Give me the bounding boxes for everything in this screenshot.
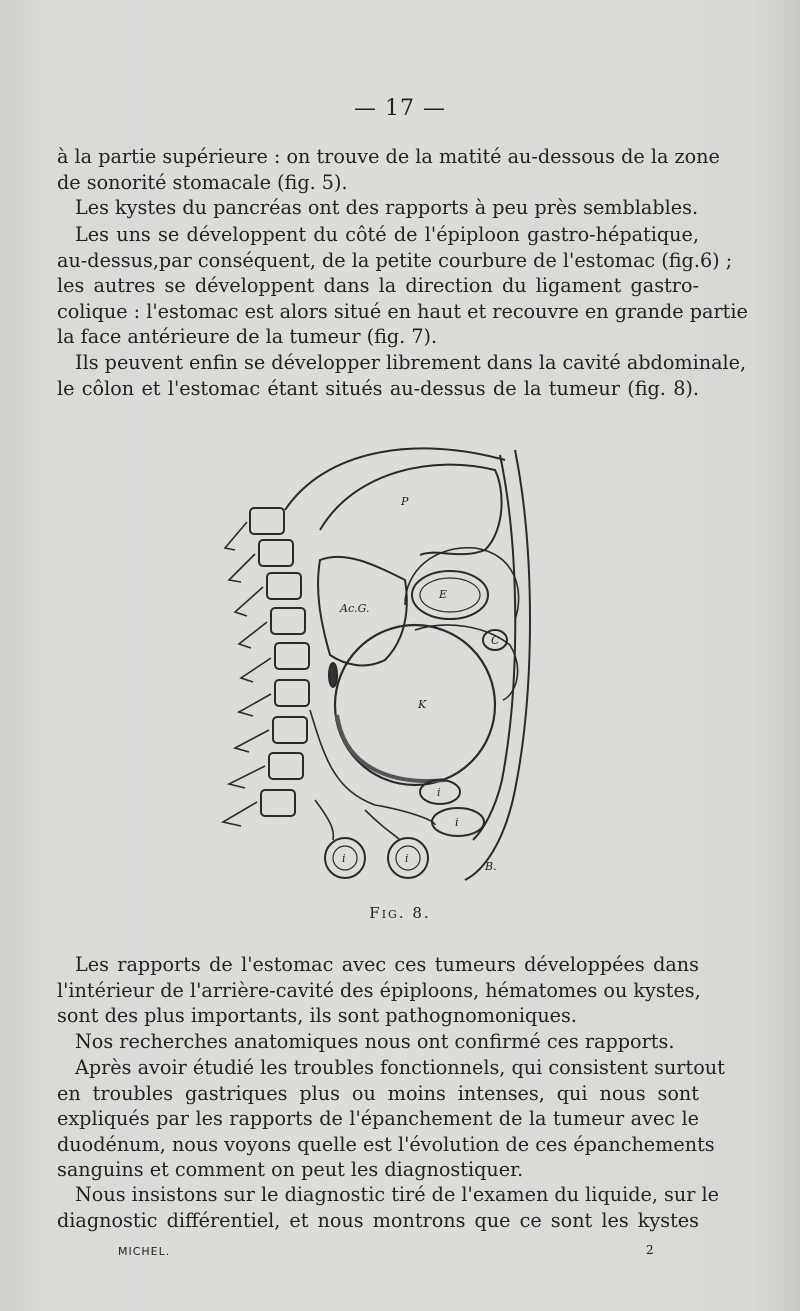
text-line: Après avoir étudié les troubles fonctionnels, qui consistent surtout	[75, 1056, 725, 1079]
label-cyst: K	[418, 698, 427, 711]
text-line: diagnostic différentiel, et nous montrons que ce sont les kystes	[57, 1208, 699, 1232]
paragraph-1	[57, 144, 720, 195]
abdominal-wall-inner	[473, 455, 515, 840]
label-peritoneum: P	[401, 495, 409, 508]
paragraph-4	[57, 350, 747, 401]
footer-author: MICHEL.	[118, 1245, 171, 1258]
text-line: à la partie supérieure : on trouve de la matité au-dessous de la zone	[57, 145, 720, 168]
text-line: sont des plus importants, ils sont pathognomoniques.	[57, 1004, 577, 1028]
text-line: Nos recherches anatomiques nous ont confirmé ces rapports.	[75, 1030, 675, 1053]
text-line: l'intérieur de l'arrière-cavité des épiploons, hématomes ou kystes,	[57, 978, 701, 1002]
text-line: Les rapports de l'estomac avec ces tumeurs développées dans	[75, 953, 699, 976]
paragraph-8	[57, 1182, 720, 1233]
paragraph-2	[57, 195, 699, 221]
text-line: les autres se développent dans la direction du ligament gastro-	[57, 274, 699, 298]
engraver-signature: B.	[485, 860, 497, 873]
text-line: Les kystes du pancréas ont des rapports à peu près semblables.	[75, 196, 699, 219]
label-colon: C	[491, 634, 500, 647]
spinous-processes	[223, 522, 271, 826]
paragraph-3	[57, 222, 748, 350]
text-line: Les uns se développent du côté de l'épiploon gastro-hépatique,	[75, 223, 699, 246]
text-line: de sonorité stomacale (fig. 5).	[57, 170, 348, 194]
figure-caption: Fig. 8.	[369, 904, 431, 922]
text-line: expliqués par les rapports de l'épanchement de la tumeur avec le	[57, 1107, 699, 1131]
paragraph-5	[57, 952, 699, 1029]
text-line: le côlon et l'estomac étant situés au-dessus de la tumeur (fig. 8).	[57, 376, 699, 400]
peritoneum-arc-inner	[320, 465, 502, 555]
text-line: au-dessus,par conséquent, de la petite courbure de l'estomac (fig.6) ;	[57, 248, 733, 272]
label-liver: Ac.G.	[340, 602, 370, 615]
label-intestine: i	[455, 816, 459, 829]
paragraph-6	[57, 1029, 699, 1055]
text-line: colique : l'estomac est alors situé en haut et recouvre en grande partie	[57, 299, 748, 323]
text-line: duodénum, nous voyons quelle est l'évolution de ces épanchements	[57, 1132, 715, 1156]
kidney-mark	[329, 663, 337, 687]
label-intestine: i	[437, 786, 441, 799]
label-intestine: i	[342, 852, 346, 865]
anatomical-figure	[215, 430, 545, 890]
text-line: la face antérieure de la tumeur (fig. 7).	[57, 325, 438, 349]
text-line: en troubles gastriques plus ou moins intenses, qui nous sont	[57, 1081, 699, 1105]
label-stomach: E	[439, 588, 448, 601]
footer-signature-mark: 2	[646, 1243, 654, 1257]
paragraph-7	[57, 1055, 725, 1183]
page-number: — 17 —	[354, 96, 446, 121]
text-line: Nous insistons sur le diagnostic tiré de l'examen du liquide, sur le	[75, 1183, 720, 1206]
text-line: sanguins et comment on peut les diagnostiquer.	[57, 1158, 524, 1182]
label-intestine: i	[405, 852, 409, 865]
text-line: Ils peuvent enfin se développer librement dans la cavité abdominale,	[75, 351, 747, 374]
peritoneum-arc-outer	[285, 448, 505, 510]
abdominal-wall-outer	[465, 450, 530, 880]
